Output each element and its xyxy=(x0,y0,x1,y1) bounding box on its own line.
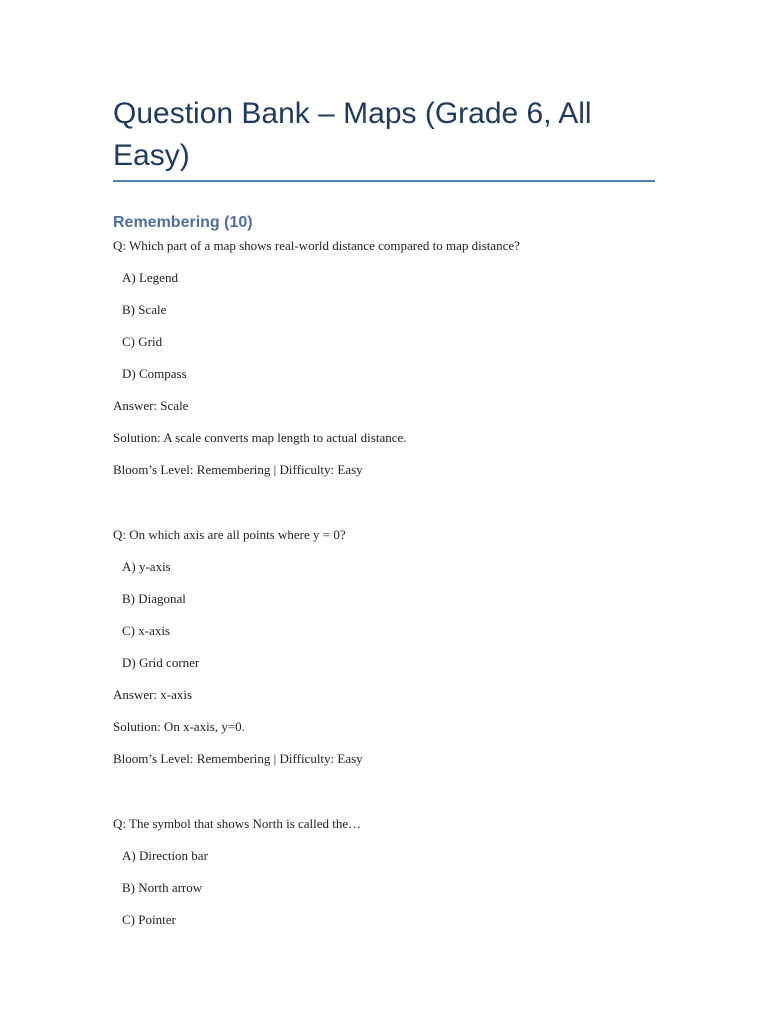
option-b: B) North arrow xyxy=(122,880,203,895)
solution-text: Solution: A scale converts map length to actual distance. xyxy=(113,430,407,445)
blooms-level-text: Bloom’s Level: Remembering | Difficulty: Easy xyxy=(113,462,363,477)
solution-text: Solution: On x-axis, y=0. xyxy=(113,719,245,734)
answer-text: Answer: x-axis xyxy=(113,687,193,702)
option-b: B) Scale xyxy=(122,302,167,317)
option-a: A) Legend xyxy=(122,270,178,285)
section-heading-remembering: Remembering (10) xyxy=(113,214,253,231)
option-c: C) x-axis xyxy=(122,623,171,638)
question-text: Q: Which part of a map shows real-world distance compared to map distance? xyxy=(113,238,520,253)
option-d: D) Compass xyxy=(122,366,187,381)
answer-text: Answer: Scale xyxy=(113,398,189,413)
option-a: A) Direction bar xyxy=(122,848,208,863)
option-a: A) y-axis xyxy=(122,559,171,574)
blooms-level-text: Bloom’s Level: Remembering | Difficulty: Easy xyxy=(113,751,363,766)
option-c: C) Grid xyxy=(122,334,163,349)
question-text: Q: The symbol that shows North is called the… xyxy=(113,816,362,831)
page-title: Question Bank – Maps (Grade 6, All Easy) xyxy=(113,97,592,172)
question-text: Q: On which axis are all points where y = 0? xyxy=(113,527,346,542)
option-d: D) Grid corner xyxy=(122,655,200,670)
option-c: C) Pointer xyxy=(122,912,176,927)
title-underline xyxy=(113,180,655,182)
option-b: B) Diagonal xyxy=(122,591,186,606)
